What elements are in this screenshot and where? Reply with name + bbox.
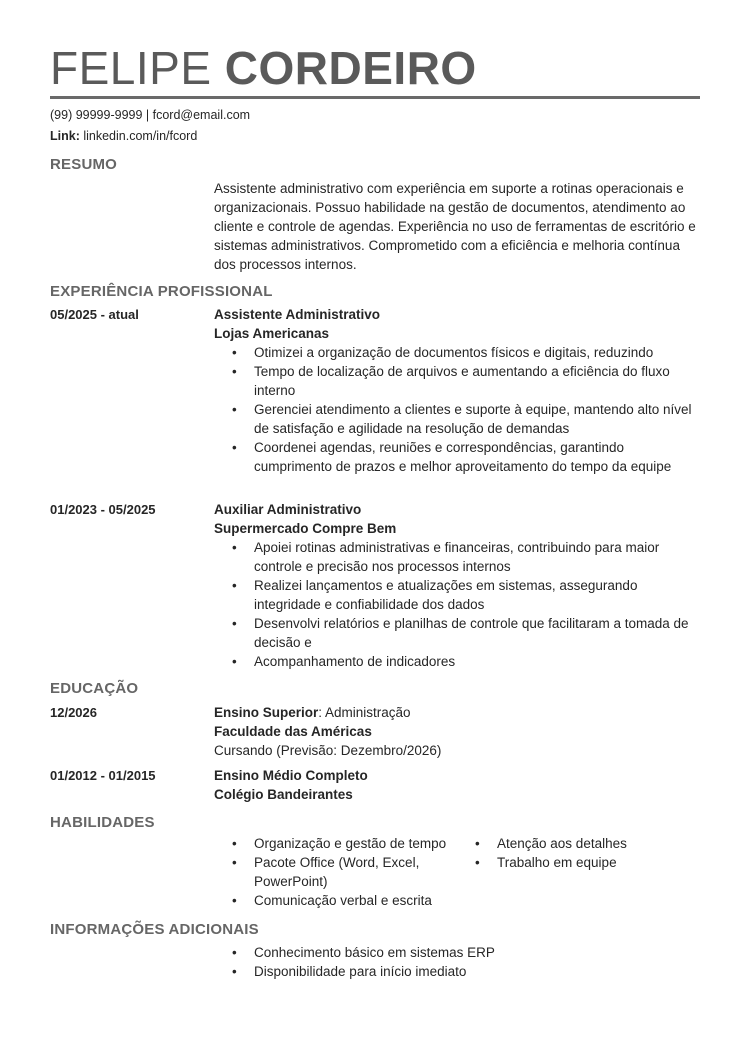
additional-list <box>214 943 702 981</box>
list-item: • Apoiei rotinas administrativas e financeiras, contribuindo para maior controle e precisão nos processos internos <box>214 538 702 576</box>
education-field: : Administração <box>318 705 411 720</box>
section-title-skills: HABILIDADES <box>50 814 155 831</box>
job-role: Assistente Administrativo <box>214 307 381 322</box>
education-entry <box>214 766 702 804</box>
section-title-summary: RESUMO <box>50 156 118 173</box>
summary-text: Assistente administrativo com experiência em suporte a rotinas operacionais e organizacionais. Possuo habilidade na gestão de documentos, atendimento ao cliente e controle de agendas. Experiência no uso de ferramentas de escritório e sistemas administrativos. Comprometido com a eficiência e melhoria contínua dos processos internos. <box>214 181 696 272</box>
job-dates: 05/2025 - atual <box>50 307 139 322</box>
last-name: CORDEIRO <box>224 42 477 94</box>
job-entry <box>214 305 702 476</box>
education-school: Colégio Bandeirantes <box>214 787 353 802</box>
job-entry <box>214 500 702 671</box>
section-title-additional: INFORMAÇÕES ADICIONAIS <box>50 921 259 938</box>
list-item: • Gerenciei atendimento a clientes e suporte à equipe, mantendo alto nível de satisfação e agilidade na resolução de demandas <box>214 400 702 438</box>
list-item: • Acompanhamento de indicadores <box>214 652 702 671</box>
list-item: • Desenvolvi relatórios e planilhas de controle que facilitaram a tomada de decisão e <box>214 614 702 652</box>
job-dates: 01/2023 - 05/2025 <box>50 502 156 517</box>
list-item: • Conhecimento básico em sistemas ERP <box>214 943 702 962</box>
education-degree-line <box>214 703 702 722</box>
link-line <box>50 128 197 144</box>
candidate-name <box>50 42 477 94</box>
education-degree: Ensino Médio Completo <box>214 768 368 783</box>
list-item: • Disponibilidade para início imediato <box>214 962 702 981</box>
list-item: • Realizei lançamentos e atualizações em sistemas, assegurando integridade e confiabilidade dos dados <box>214 576 702 614</box>
job-company: Lojas Americanas <box>214 326 330 341</box>
education-entry <box>214 703 702 760</box>
list-item: • Coordenei agendas, reuniões e correspondências, garantindo cumprimento de prazos e melhor aproveitamento do tempo da equipe <box>214 438 702 476</box>
education-dates: 01/2012 - 01/2015 <box>50 768 156 783</box>
skills-column-1 <box>214 834 457 910</box>
list-item: • Trabalho em equipe <box>457 853 702 872</box>
list-item: • Tempo de localização de arquivos e aumentando a eficiência do fluxo interno <box>214 362 702 400</box>
header-divider <box>50 96 700 99</box>
job-role: Auxiliar Administrativo <box>214 502 362 517</box>
job-bullets <box>214 343 702 476</box>
education-dates: 12/2026 <box>50 705 97 720</box>
job-bullets <box>214 538 702 671</box>
additional-info <box>214 943 702 981</box>
contact-info: (99) 99999-9999 | fcord@email.com <box>50 108 251 122</box>
job-company: Supermercado Compre Bem <box>214 521 397 536</box>
education-note: Cursando (Previsão: Dezembro/2026) <box>214 743 442 758</box>
list-item: • Atenção aos detalhes <box>457 834 702 853</box>
skills-column-2 <box>457 834 702 910</box>
list-item: • Otimizei a organização de documentos físicos e digitais, reduzindo <box>214 343 702 362</box>
skills-list <box>214 834 702 910</box>
section-title-experience: EXPERIÊNCIA PROFISSIONAL <box>50 283 273 300</box>
link-label: Link: <box>50 129 80 143</box>
list-item: • Comunicação verbal e escrita <box>214 891 457 910</box>
education-school: Faculdade das Américas <box>214 724 372 739</box>
first-name: FELIPE <box>50 42 212 94</box>
education-degree: Ensino Superior <box>214 705 319 720</box>
link-value: linkedin.com/in/fcord <box>83 129 198 143</box>
section-title-education: EDUCAÇÃO <box>50 680 139 697</box>
list-item: • Organização e gestão de tempo <box>214 834 457 853</box>
list-item: • Pacote Office (Word, Excel, PowerPoint) <box>214 853 457 891</box>
